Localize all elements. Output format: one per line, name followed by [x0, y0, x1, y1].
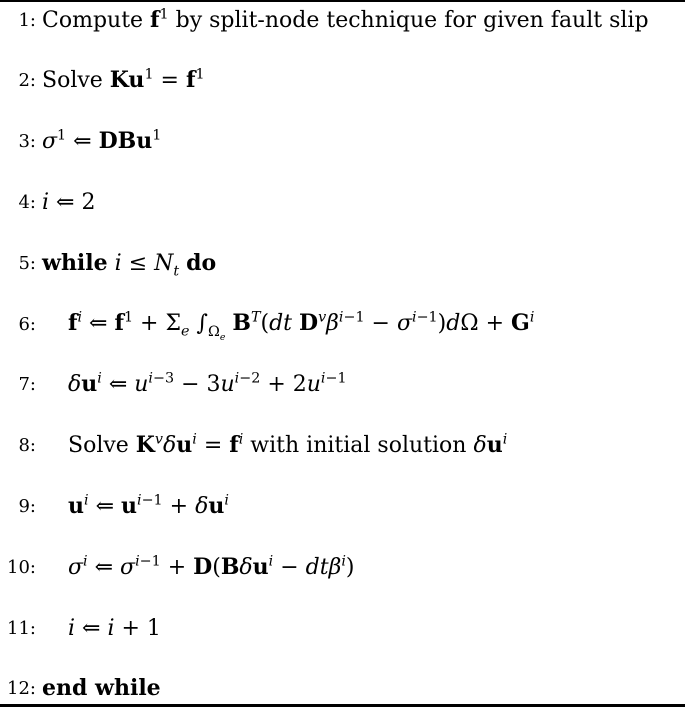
line-statement: $\sigma^i$ ⇐ $\sigma^{i-1} + D(B\delta u^i - dt\beta^i)$: [68, 553, 355, 580]
algorithm-line-12: [0, 668, 161, 708]
line-statement: $u^i$ ⇐ $u^{i-1} + \delta u^i$: [68, 492, 229, 519]
line-statement: i ⇐ i + 1: [68, 615, 161, 641]
line-statement: Solve $K^v\delta u^i = f^i$ with initial solution $\delta u^i$: [68, 431, 508, 458]
line-statement: $\delta u^i$ ⇐ $u^{i-3} - 3u^{i-2} + 2u^{i-1}$: [68, 370, 347, 397]
line-statement: i ⇐ 2: [42, 189, 96, 215]
algorithm-line-11: [0, 608, 161, 648]
algorithm-line-9: [0, 486, 229, 526]
line-statement: while $i \le N_t$ do: [42, 250, 217, 280]
line-number: 8:: [18, 434, 36, 456]
algorithm-line-3: [0, 121, 161, 161]
line-number: 7:: [18, 373, 36, 395]
bottom-rule: [0, 704, 685, 707]
algorithm-line-10: [0, 547, 355, 587]
line-number: 1:: [18, 9, 36, 31]
line-number: 3:: [18, 130, 36, 152]
algorithm-line-8: [0, 425, 507, 465]
line-statement: $\sigma^1$ ⇐ DBu$^1$: [42, 127, 162, 154]
algorithm-line-6: [0, 304, 534, 344]
line-number: 5:: [18, 252, 36, 274]
line-statement: Compute $f^1$ by split-node technique for given fault slip: [42, 6, 649, 33]
algorithm-line-7: [0, 364, 347, 404]
line-number: 4:: [18, 191, 36, 213]
algorithm-line-1: [0, 0, 649, 40]
line-number: 11:: [7, 617, 36, 639]
line-number: 10:: [7, 556, 36, 578]
algorithm-line-2: [0, 60, 205, 100]
line-statement: Solve $Ku^1 = f^1$: [42, 66, 205, 93]
line-number: 9:: [18, 495, 36, 517]
line-number: 2:: [18, 69, 36, 91]
line-number: 6:: [18, 313, 36, 335]
line-statement: end while: [42, 675, 161, 701]
line-statement: $f^i$ ⇐ $f^1 + \Sigma_e$ $\int_{\Omega_e}$ $B^T(dt$ $D^v\beta^{i-1} - \sigma^{i-1})d\Omega + G^i$: [68, 310, 535, 343]
line-number: 12:: [7, 677, 36, 699]
algorithm-line-5: [0, 243, 216, 283]
algorithm-line-4: [0, 182, 95, 222]
